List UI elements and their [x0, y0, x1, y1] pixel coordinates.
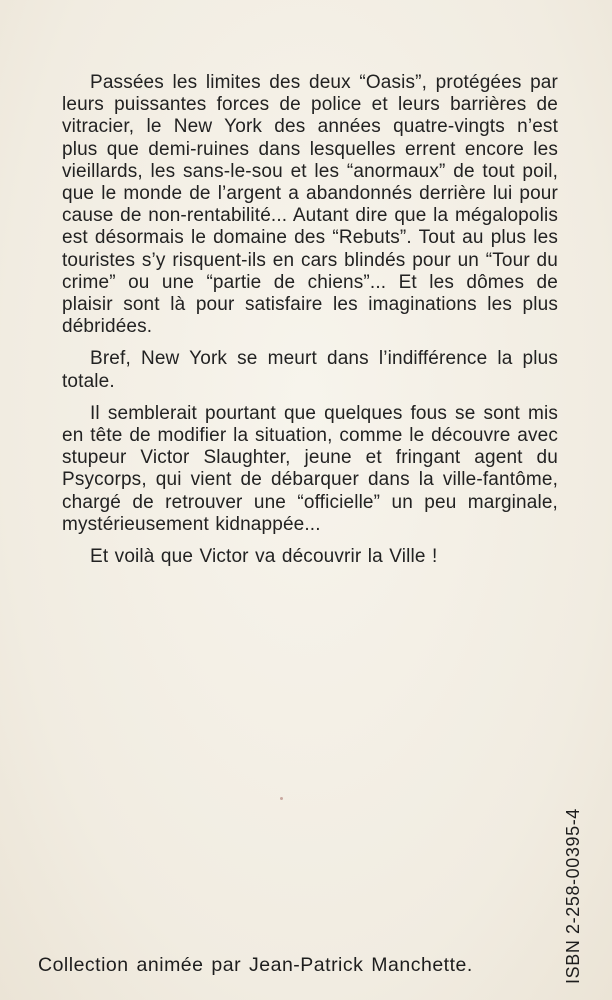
- blurb-paragraph-2-text: Bref, New York se meurt dans l’indifférence la plus totale.: [62, 348, 558, 392]
- collection-credit: Collection animée par Jean-Patrick Manchette.: [38, 954, 473, 976]
- blurb-paragraph-3: [62, 403, 558, 536]
- blurb-paragraph-3-text: Il semblerait pourtant que quelques fous se sont mis en tête de modifier la situation, comme le découvre avec stupeur Victor Slaughter, jeune et fringant agent du Psycorps, qui vient de débarquer dans la ville-fantôme, chargé de retrouver une “officielle” un peu marginale, mystérieusement kidnappée...: [62, 402, 558, 535]
- isbn-number: ISBN 2-258-00395-4: [563, 808, 583, 984]
- blurb-paragraph-1: [62, 72, 558, 338]
- blurb-paragraph-1-text: Passées les limites des deux “Oasis”, protégées par leurs puissantes forces de police et leurs barrières de vitracier, le New York des années quatre-vingts n’est plus que demi-ruines dans lesquelles errent encore les vieillards, les sans-le-sou et les “anormaux” de tout poil, que le monde de l’argent a abandonnés derrière lui pour cause de non-rentabilité... Autant dire que la mégalopolis est désormais le domaine des “Rebuts”. Tout au plus les touristes s’y risquent-ils en cars blindés pour un “Tour du crime” ou une “partie de chiens”... Et les dômes de plaisir sont là pour satisfaire les imaginations les plus débridées.: [62, 72, 558, 338]
- blurb-paragraph-2: [62, 348, 558, 392]
- back-cover-blurb: [62, 72, 558, 578]
- paper-speck: [280, 797, 283, 800]
- blurb-paragraph-4: [62, 546, 558, 568]
- blurb-paragraph-4-text: Et voilà que Victor va découvrir la Ville !: [90, 546, 438, 568]
